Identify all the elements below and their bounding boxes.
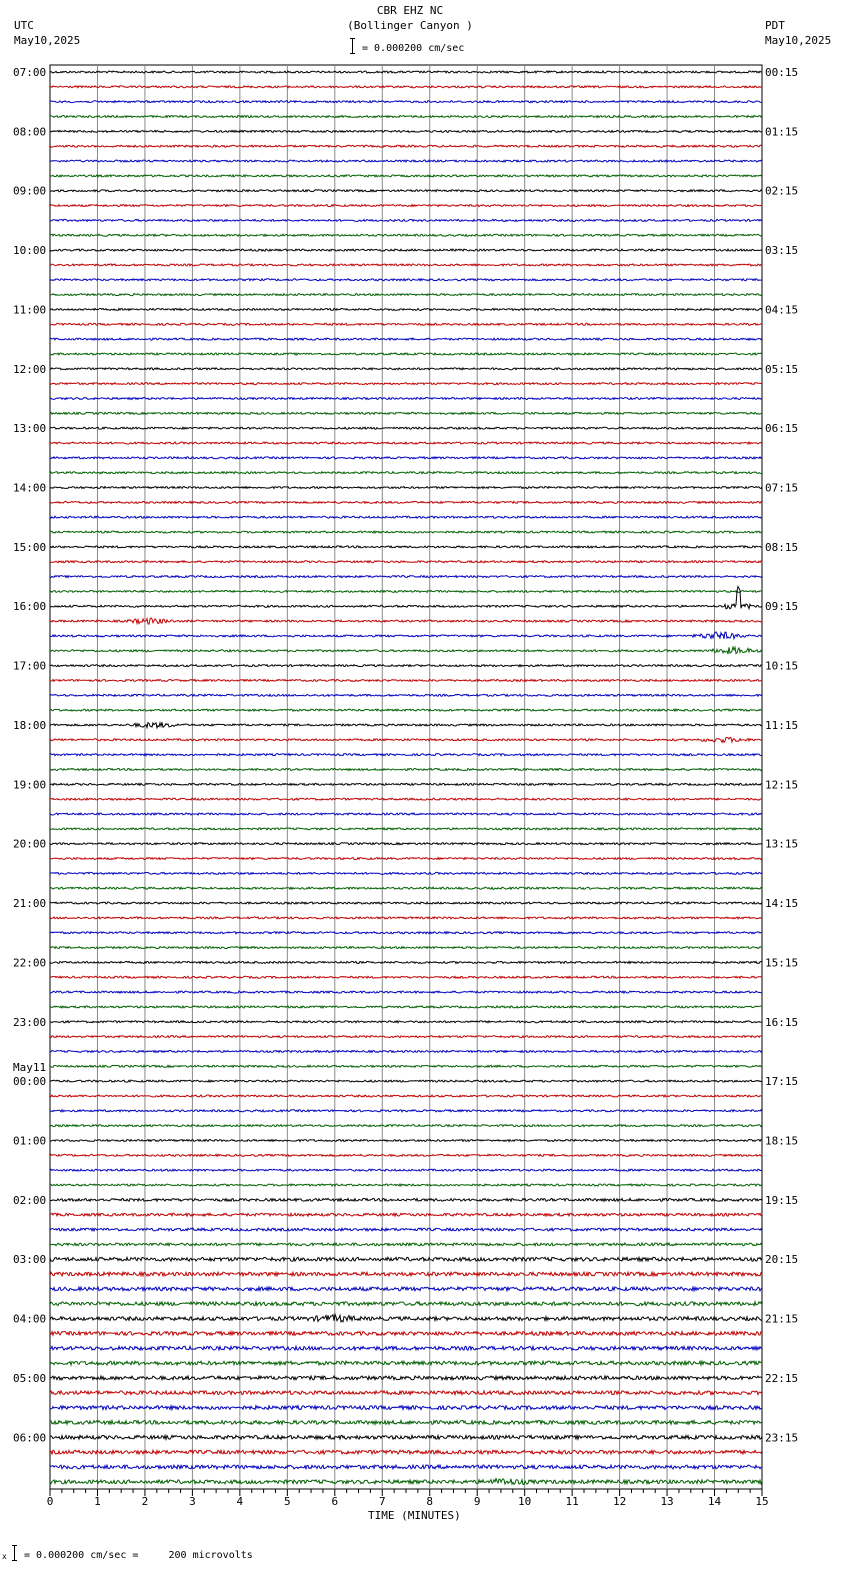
trace-line: [50, 234, 762, 236]
trace-line: [50, 1065, 762, 1067]
x-tick-label: 8: [426, 1495, 434, 1508]
trace-line: [50, 487, 762, 489]
pdt-hour-label: 12:15: [765, 778, 799, 792]
utc-hour-label: 18:00: [13, 718, 47, 732]
trace-line: [50, 872, 762, 874]
scale-bar-icon: [352, 38, 359, 54]
trace-line: [50, 991, 762, 993]
utc-hour-label: 13:00: [13, 422, 47, 436]
trace-line: [50, 1376, 762, 1380]
trace-line: [50, 1036, 762, 1038]
pdt-hour-label: 07:15: [765, 481, 799, 495]
trace-line: [50, 1140, 762, 1142]
trace-line: [50, 323, 762, 325]
pdt-hour-label: 00:15: [765, 66, 799, 79]
utc-hour-label: 01:00: [13, 1134, 47, 1148]
utc-hour-label: 17:00: [13, 659, 47, 673]
trace-line: [50, 190, 762, 192]
pdt-hour-label: 13:15: [765, 837, 799, 851]
trace-line: [50, 205, 762, 207]
trace-line: [50, 798, 762, 800]
trace-line: [50, 917, 762, 919]
trace-line: [50, 843, 762, 845]
trace-line: [50, 1287, 762, 1291]
x-tick-label: 0: [46, 1495, 54, 1508]
trace-line: [50, 442, 762, 444]
trace-line: [50, 947, 762, 949]
pdt-hour-label: 05:15: [765, 362, 799, 376]
trace-line: [50, 722, 762, 728]
trace-line: [50, 1125, 762, 1127]
trace-line: [50, 932, 762, 934]
pdt-hour-label: 03:15: [765, 244, 799, 258]
trace-line: [50, 279, 762, 281]
trace-line: [50, 679, 762, 681]
trace-line: [50, 1213, 762, 1216]
trace-line: [50, 576, 762, 578]
utc-hour-label: 04:00: [13, 1312, 47, 1326]
trace-line: [50, 665, 762, 667]
pdt-hour-label: 08:15: [765, 540, 799, 554]
trace-line: [50, 427, 762, 429]
x-tick-label: 12: [612, 1495, 627, 1508]
utc-hour-label: 19:00: [13, 778, 47, 792]
trace-line: [50, 531, 762, 533]
trace-line: [50, 1479, 762, 1485]
trace-line: [50, 1110, 762, 1112]
trace-line: [50, 709, 762, 711]
trace-line: [50, 1080, 762, 1082]
trace-line: [50, 130, 762, 132]
trace-line: [50, 783, 762, 785]
left-timezone: UTC: [14, 19, 34, 32]
trace-line: [50, 1302, 762, 1306]
trace-line: [50, 828, 762, 830]
trace-line: [50, 101, 762, 103]
trace-line: [50, 561, 762, 563]
trace-line: [50, 590, 762, 592]
trace-line: [50, 160, 762, 162]
trace-line: [50, 546, 762, 548]
trace-line: [50, 694, 762, 696]
trace-line: [50, 1228, 762, 1231]
pdt-hour-label: 23:15: [765, 1431, 799, 1445]
trace-line: [50, 353, 762, 355]
utc-hour-label: 20:00: [13, 837, 47, 851]
utc-hour-label: 15:00: [13, 540, 47, 554]
x-tick-label: 13: [660, 1495, 674, 1508]
utc-hour-label: 08:00: [13, 125, 47, 139]
trace-line: [50, 501, 762, 503]
x-tick-label: 1: [94, 1495, 101, 1508]
trace-line: [50, 383, 762, 385]
footer-marker: x: [2, 1552, 7, 1561]
trace-line: [50, 472, 762, 474]
pdt-hour-label: 11:15: [765, 718, 799, 732]
trace-line: [50, 1391, 762, 1395]
pdt-hour-label: 20:15: [765, 1253, 799, 1267]
trace-line: [50, 86, 762, 88]
utc-hour-label: 16:00: [13, 600, 47, 614]
trace-line: [50, 264, 762, 266]
trace-line: [50, 1450, 762, 1454]
trace-line: [50, 858, 762, 860]
utc-hour-label: 21:00: [13, 897, 47, 911]
utc-hour-label: 05:00: [13, 1371, 47, 1385]
x-tick-label: 6: [331, 1495, 339, 1508]
x-tick-label: 14: [707, 1495, 722, 1508]
trace-line: [50, 1346, 762, 1350]
trace-line: [50, 976, 762, 978]
trace-line: [50, 1465, 762, 1469]
utc-hour-label: 12:00: [13, 362, 47, 376]
trace-line: [50, 1314, 762, 1322]
trace-line: [50, 1332, 762, 1336]
x-tick-label: 5: [284, 1495, 291, 1508]
trace-line: [50, 1435, 762, 1439]
trace-line: [50, 587, 762, 609]
pdt-hour-label: 22:15: [765, 1371, 799, 1385]
x-tick-label: 15: [755, 1495, 769, 1508]
trace-line: [50, 116, 762, 118]
pdt-hour-label: 16:15: [765, 1015, 799, 1029]
utc-hour-label: 11:00: [13, 303, 47, 317]
station-location: (Bollinger Canyon ): [347, 19, 473, 32]
trace-line: [50, 738, 762, 743]
trace-line: [50, 294, 762, 296]
utc-hour-label: 06:00: [13, 1431, 47, 1445]
pdt-hour-label: 15:15: [765, 956, 799, 970]
trace-line: [50, 412, 762, 414]
trace-line: [50, 1095, 762, 1097]
x-tick-label: 11: [565, 1495, 579, 1508]
trace-line: [50, 1006, 762, 1008]
pdt-hour-label: 19:15: [765, 1193, 799, 1207]
utc-hour-label: 02:00: [13, 1193, 47, 1207]
trace-line: [50, 219, 762, 221]
utc-hour-label: 23:00: [13, 1015, 47, 1029]
pdt-hour-label: 18:15: [765, 1134, 799, 1148]
trace-line: [50, 1021, 762, 1023]
x-axis-label: TIME (MINUTES): [368, 1509, 461, 1522]
trace-line: [50, 632, 762, 639]
utc-hour-label: 10:00: [13, 244, 47, 258]
seismic-traces: [50, 71, 762, 1485]
trace-line: [50, 1154, 762, 1156]
trace-line: [50, 516, 762, 518]
trace-line: [50, 618, 762, 624]
trace-line: [50, 1361, 762, 1365]
utc-hour-label: 22:00: [13, 956, 47, 970]
trace-line: [50, 1050, 762, 1052]
trace-line: [50, 754, 762, 756]
trace-line: [50, 647, 762, 654]
trace-line: [50, 1184, 762, 1186]
trace-line: [50, 457, 762, 459]
trace-line: [50, 145, 762, 147]
x-tick-label: 4: [236, 1495, 244, 1508]
trace-line: [50, 961, 762, 963]
trace-line: [50, 1272, 762, 1276]
trace-line: [50, 398, 762, 400]
station-title: CBR EHZ NC: [376, 4, 444, 17]
trace-line: [50, 1421, 762, 1425]
utc-hour-label: 07:00: [13, 66, 47, 79]
x-axis: [47, 1489, 769, 1508]
trace-line: [50, 175, 762, 177]
trace-line: [50, 71, 762, 73]
x-tick-label: 10: [518, 1495, 532, 1508]
left-date: May10,2025: [14, 34, 81, 47]
pdt-hour-label: 04:15: [765, 303, 799, 317]
trace-line: [50, 308, 762, 310]
trace-line: [50, 249, 762, 251]
trace-line: [50, 1257, 762, 1261]
footer-scale-bar-icon: [14, 1545, 21, 1561]
pdt-hour-label: 02:15: [765, 184, 799, 198]
pdt-hour-label: 21:15: [765, 1312, 799, 1326]
pdt-hour-label: 17:15: [765, 1075, 799, 1089]
pdt-hour-label: 14:15: [765, 897, 799, 911]
utc-hour-label: 09:00: [13, 184, 47, 198]
footer-scale-label: = 0.000200 cm/sec = 200 microvolts: [24, 1550, 253, 1561]
pdt-hour-label: 09:15: [765, 600, 799, 614]
trace-line: [50, 368, 762, 370]
trace-line: [50, 1198, 762, 1201]
x-tick-label: 2: [141, 1495, 149, 1508]
right-date: May10,2025: [765, 34, 832, 47]
trace-line: [50, 338, 762, 340]
day-change-label: May11: [13, 1061, 47, 1075]
pdt-hour-label: 01:15: [765, 125, 799, 139]
utc-hour-label: 03:00: [13, 1253, 47, 1267]
trace-line: [50, 1243, 762, 1246]
trace-line: [50, 1406, 762, 1410]
trace-line: [50, 769, 762, 771]
right-timezone: PDT: [765, 19, 785, 32]
x-tick-label: 9: [473, 1495, 481, 1508]
trace-line: [50, 887, 762, 889]
trace-line: [50, 1169, 762, 1171]
utc-hour-label: 14:00: [13, 481, 47, 495]
trace-line: [50, 902, 762, 904]
x-tick-label: 3: [189, 1495, 196, 1508]
trace-line: [50, 813, 762, 815]
scale-label: = 0.000200 cm/sec: [362, 43, 465, 54]
pdt-hour-label: 10:15: [765, 659, 799, 673]
utc-hour-label: 00:00: [13, 1075, 47, 1089]
x-tick-label: 7: [378, 1495, 386, 1508]
pdt-hour-label: 06:15: [765, 422, 799, 436]
